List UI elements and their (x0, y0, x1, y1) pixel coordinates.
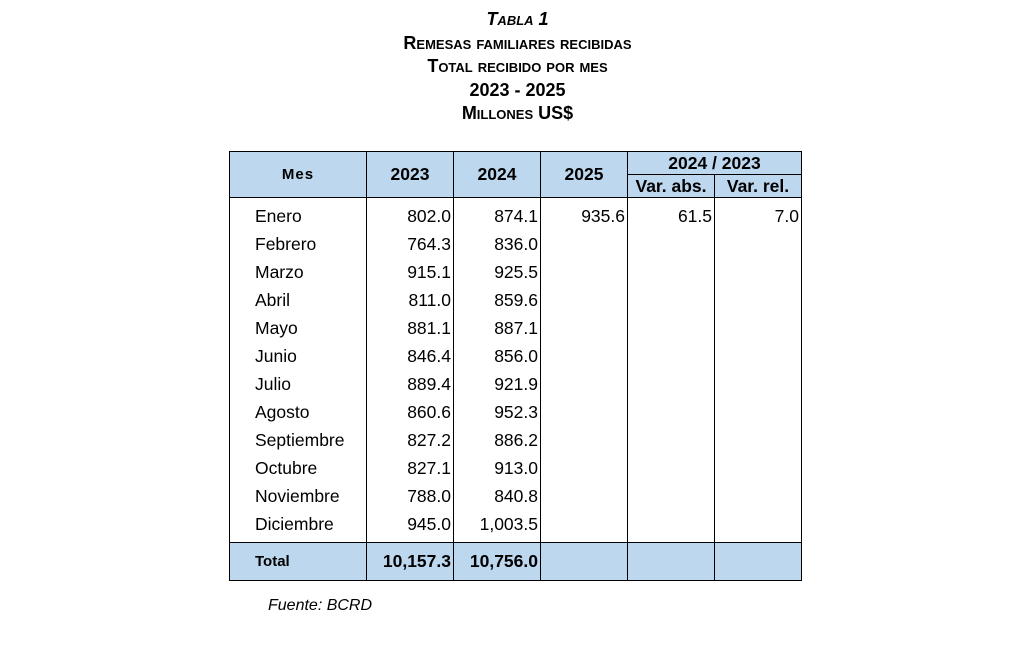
cell-mes: Julio (230, 370, 367, 398)
table-period-title: 2023 - 2025 (469, 79, 566, 100)
cell-2025 (541, 286, 628, 314)
total-var-rel (715, 543, 802, 581)
cell-2024: 840.8 (454, 482, 541, 510)
cell-2023: 788.0 (367, 482, 454, 510)
cell-var-rel (715, 370, 802, 398)
header-row-top (230, 152, 802, 175)
cell-2025 (541, 342, 628, 370)
cell-mes: Marzo (230, 258, 367, 286)
cell-mes: Febrero (230, 230, 367, 258)
cell-mes: Enero (230, 198, 367, 231)
cell-2025 (541, 454, 628, 482)
cell-var-abs (628, 454, 715, 482)
cell-2024: 886.2 (454, 426, 541, 454)
cell-var-rel (715, 258, 802, 286)
cell-2023: 827.2 (367, 426, 454, 454)
cell-2024: 925.5 (454, 258, 541, 286)
cell-2023: 881.1 (367, 314, 454, 342)
cell-2025 (541, 482, 628, 510)
cell-mes: Abril (230, 286, 367, 314)
cell-var-rel (715, 482, 802, 510)
cell-2023: 889.4 (367, 370, 454, 398)
cell-2023: 764.3 (367, 230, 454, 258)
table-row (230, 510, 802, 543)
cell-var-abs (628, 230, 715, 258)
cell-var-rel (715, 314, 802, 342)
table-row (230, 198, 802, 231)
header-variation: 2024 / 2023 (628, 152, 802, 175)
cell-var-abs (628, 314, 715, 342)
cell-mes: Octubre (230, 454, 367, 482)
cell-var-abs (628, 258, 715, 286)
cell-var-rel: 7.0 (715, 198, 802, 231)
cell-2025 (541, 258, 628, 286)
cell-mes: Diciembre (230, 510, 367, 543)
total-2024: 10,756.0 (454, 543, 541, 581)
cell-2023: 915.1 (367, 258, 454, 286)
cell-var-rel (715, 286, 802, 314)
table-number-title: Tabla 1 (486, 9, 549, 29)
cell-var-rel (715, 454, 802, 482)
cell-var-abs (628, 370, 715, 398)
cell-2023: 811.0 (367, 286, 454, 314)
table-row (230, 342, 802, 370)
table-subject-title: Remesas familiares recibidas (403, 32, 632, 53)
table-row (230, 482, 802, 510)
cell-2025 (541, 510, 628, 543)
cell-2025 (541, 370, 628, 398)
cell-2024: 859.6 (454, 286, 541, 314)
header-2024: 2024 (454, 152, 541, 198)
cell-var-abs (628, 398, 715, 426)
total-label: Total (230, 543, 367, 581)
cell-mes: Septiembre (230, 426, 367, 454)
table-row (230, 258, 802, 286)
cell-2025 (541, 230, 628, 258)
cell-2024: 952.3 (454, 398, 541, 426)
table-row (230, 230, 802, 258)
cell-var-rel (715, 342, 802, 370)
table-row (230, 370, 802, 398)
cell-var-abs: 61.5 (628, 198, 715, 231)
cell-2023: 846.4 (367, 342, 454, 370)
table-unit-title: Millones US$ (461, 103, 574, 123)
table-row (230, 314, 802, 342)
header-2025: 2025 (541, 152, 628, 198)
cell-2024: 856.0 (454, 342, 541, 370)
cell-mes: Noviembre (230, 482, 367, 510)
cell-2025 (541, 426, 628, 454)
total-2023: 10,157.3 (367, 543, 454, 581)
header-2023: 2023 (367, 152, 454, 198)
cell-2024: 921.9 (454, 370, 541, 398)
header-var-abs: Var. abs. (628, 175, 715, 198)
cell-2025: 935.6 (541, 198, 628, 231)
total-row (230, 543, 802, 581)
cell-2023: 945.0 (367, 510, 454, 543)
cell-var-abs (628, 510, 715, 543)
cell-2025 (541, 398, 628, 426)
cell-var-abs (628, 426, 715, 454)
cell-2024: 1,003.5 (454, 510, 541, 543)
cell-2024: 887.1 (454, 314, 541, 342)
cell-2023: 860.6 (367, 398, 454, 426)
cell-2024: 913.0 (454, 454, 541, 482)
cell-var-rel (715, 510, 802, 543)
remittances-table (229, 151, 802, 581)
table-row (230, 454, 802, 482)
total-var-abs (628, 543, 715, 581)
cell-var-abs (628, 342, 715, 370)
cell-mes: Mayo (230, 314, 367, 342)
cell-mes: Agosto (230, 398, 367, 426)
header-mes: Mes (230, 152, 367, 198)
table-title-block (0, 8, 1035, 126)
cell-2024: 874.1 (454, 198, 541, 231)
total-2025 (541, 543, 628, 581)
cell-mes: Junio (230, 342, 367, 370)
table-row (230, 426, 802, 454)
cell-2023: 827.1 (367, 454, 454, 482)
source-note: Fuente: BCRD (268, 597, 373, 614)
cell-2025 (541, 314, 628, 342)
header-var-rel: Var. rel. (715, 175, 802, 198)
cell-var-abs (628, 482, 715, 510)
cell-2024: 836.0 (454, 230, 541, 258)
table-row (230, 398, 802, 426)
cell-var-rel (715, 230, 802, 258)
cell-var-rel (715, 398, 802, 426)
table-description-title: Total recibido por mes (427, 56, 608, 76)
table-row (230, 286, 802, 314)
cell-2023: 802.0 (367, 198, 454, 231)
cell-var-rel (715, 426, 802, 454)
cell-var-abs (628, 286, 715, 314)
